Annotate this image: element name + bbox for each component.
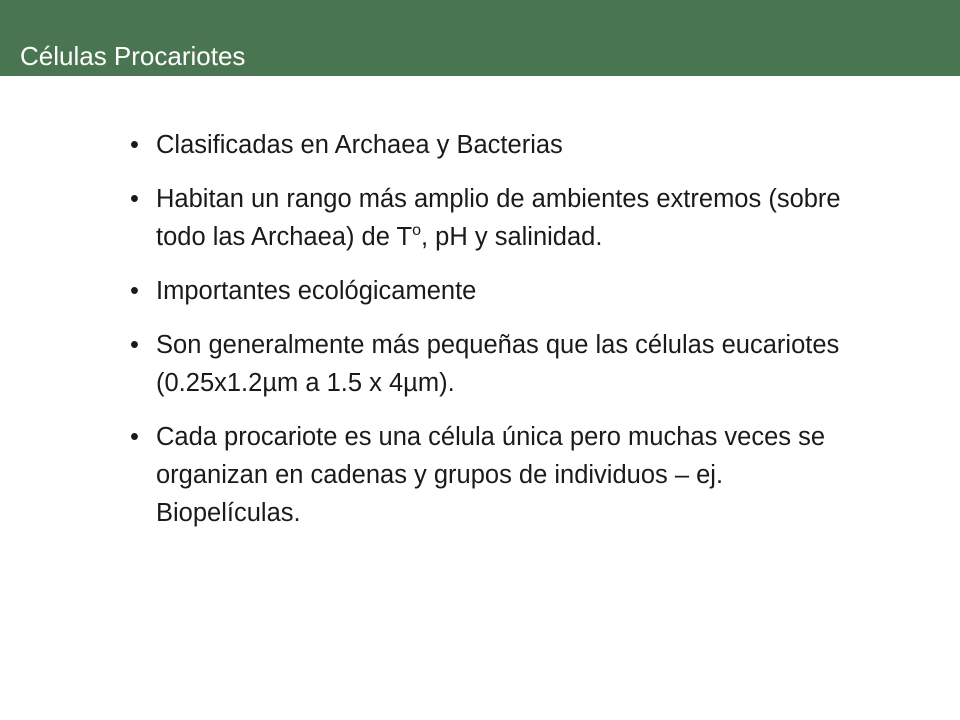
bullet-item xyxy=(130,126,870,164)
bullet-marker: • xyxy=(130,277,139,305)
bullet-marker: • xyxy=(130,423,139,451)
bullet-text-part: Habitan un rango más amplio de ambientes extremos (sobre todo las Archaea) de T xyxy=(156,185,841,251)
bullet-marker: • xyxy=(130,331,139,359)
bullet-marker: • xyxy=(130,185,139,213)
degree-superscript: o xyxy=(412,222,422,239)
bullet-text: Clasificadas en Archaea y Bacterias xyxy=(156,131,563,159)
bullet-item xyxy=(130,326,870,402)
bullet-text: Importantes ecológicamente xyxy=(156,277,477,305)
bullet-list xyxy=(130,126,870,548)
bullet-item xyxy=(130,272,870,310)
slide-title: Células Procariotes xyxy=(20,41,246,71)
bullet-item xyxy=(130,180,870,256)
bullet-marker: • xyxy=(130,131,139,159)
bullet-text xyxy=(156,180,870,256)
bullet-text: Cada procariote es una célula única pero muchas veces se organizan en cadenas y grupos de individuos – ej. Biopelículas. xyxy=(156,423,826,527)
bullet-item xyxy=(130,418,870,532)
title-bar xyxy=(0,0,960,76)
bullet-text: Son generalmente más pequeñas que las células eucariotes (0.25x1.2µm a 1.5 x 4µm). xyxy=(156,331,840,397)
bullet-text-part: , pH y salinidad. xyxy=(421,223,603,251)
